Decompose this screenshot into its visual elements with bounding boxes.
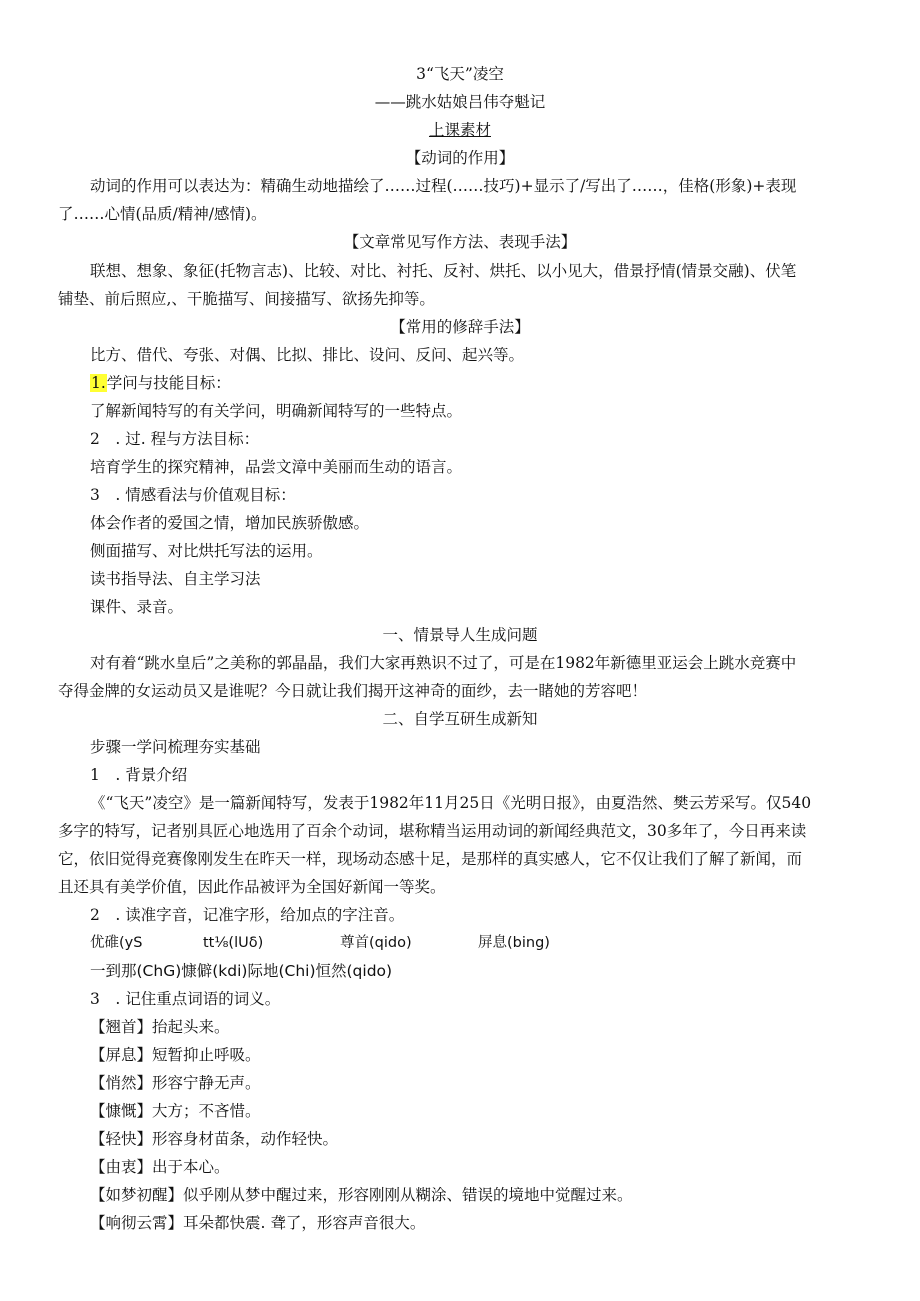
rhetoric-text: 比方、借代、夸张、对偶、比拟、排比、设问、反问、起兴等。 [90, 346, 525, 364]
pronunciation-item: 屏息(bing) [478, 935, 550, 951]
verb-text-line-1: 动词的作用可以表达为：精确生动地描绘了……过程(……技巧)+显示了/写出了……，佳格(形象)+表现 [90, 177, 797, 195]
goal-2-heading: 2 . 过. 程与方法目标： [90, 430, 260, 448]
vocabulary-term: 【响彻云霄】 [90, 1214, 184, 1232]
background-text-line-1: 《“飞天”凌空》是一篇新闻特写，发表于1982年11月25日《光明日报》，由夏浩然、樊云芳采写。仅540 [90, 794, 812, 812]
focus-text: 侧面描写、对比烘托写法的运用。 [90, 542, 323, 560]
vocabulary-definition: 短暂抑止呼吸。 [152, 1046, 261, 1064]
vocabulary-heading: 3 . 记住重点词语的词义。 [90, 990, 281, 1008]
learning-method: 读书指导法、自主学习法 [90, 570, 261, 588]
goal-2-text: 培育学生的探究精神，品尝文漳中美丽而生动的语言。 [90, 458, 463, 476]
pronunciation-heading: 2 . 读准字音，记准字形，给加点的字注音。 [90, 906, 405, 924]
rhetoric-heading: 【常用的修辞手法】 [390, 318, 530, 336]
goal-1-label: 学问与技能目标： [106, 374, 231, 392]
method-text-line-1: 联想、想象、象征(托物言志)、比较、对比、衬托、反衬、烘托、以小见大，借景抒情(情景交融)、伏笔 [90, 262, 797, 280]
vocabulary-entry [90, 1129, 870, 1149]
vocabulary-definition: 大方；不吝惜。 [152, 1102, 261, 1120]
goal-3-heading: 3 . 情感看法与价值观目标： [90, 486, 296, 504]
vocabulary-definition: 耳朵都快震. 聋了，形容声音很大。 [183, 1214, 426, 1232]
goal-1-heading [90, 373, 870, 393]
vocabulary-term: 【悄然】 [90, 1074, 153, 1092]
teaching-tools: 课件、录音。 [90, 598, 184, 616]
method-text-line-2: 铺垫、前后照应,、干脆描写、间接描写、欲扬先抑等。 [58, 290, 435, 308]
vocabulary-entry [90, 1213, 870, 1233]
pronunciation-item: 尊首(qido) [340, 935, 412, 951]
material-heading-text: 上课素材 [428, 121, 491, 139]
pronunciation-item: 优碓(yS [90, 935, 143, 951]
page-subtitle: ——跳水姑娘吕伟夺魁记 [374, 93, 546, 111]
vocabulary-entry [90, 1073, 870, 1093]
section-1-text-line-1: 对有着“跳水皇后”之美称的郭晶晶，我们大家再熟识不过了，可是在1982年新德里亚运会上跳水竞赛中 [90, 654, 797, 672]
vocabulary-term: 【如梦初醒】 [90, 1186, 184, 1204]
vocabulary-definition: 出于本心。 [152, 1158, 230, 1176]
background-text-line-3: 它，依旧觉得竞赛像刚发生在昨天一样，现场动态感十足，是那样的真实感人，它不仅让我们了解了新闻，而 [58, 850, 803, 868]
vocabulary-definition: 抬起头来。 [152, 1018, 230, 1036]
background-text-line-4: 且还具有美学价值，因此作品被评为全国好新闻一等奖。 [58, 878, 446, 896]
goal-3-text: 体会作者的爱国之情，增加民族骄傲感。 [90, 514, 370, 532]
verb-text-line-2: 了……心情(品质/精神/感情)。 [58, 205, 267, 223]
method-heading: 【文章常见写作方法、表现手法】 [343, 233, 577, 251]
page-title: 3“飞天”凌空 [416, 65, 504, 83]
vocabulary-definition: 形容身材苗条，动作轻快。 [152, 1130, 339, 1148]
vocabulary-entry [90, 1185, 870, 1205]
vocabulary-term: 【慷慨】 [90, 1102, 153, 1120]
vocabulary-term: 【由衷】 [90, 1158, 153, 1176]
section-1-heading: 一、情景导人生成问题 [382, 626, 538, 644]
pronunciation-item: tt⅛(lUδ) [203, 935, 264, 951]
vocabulary-definition: 似乎刚从梦中醒过来，形容刚刚从糊涂、错误的境地中觉醒过来。 [183, 1186, 633, 1204]
vocabulary-entry [90, 1157, 870, 1177]
pronunciation-line-2: 一到那(ChG)慷僻(kdi)际地(Chi)恒然(qido) [90, 962, 393, 980]
goal-1-text: 了解新闻特写的有关学问，明确新闻特写的一些特点。 [90, 402, 463, 420]
step-1-heading: 步骤一学问梳理夯实基础 [90, 738, 261, 756]
background-text-line-2: 多字的特写，记者别具匠心地选用了百余个动词，堪称精当运用动词的新闻经典范文，30多年了，今日再来读 [58, 822, 807, 840]
background-heading: 1 . 背景介绍 [90, 766, 188, 784]
material-heading [0, 120, 920, 140]
section-1-text-line-2: 夺得金牌的女运动员又是谁呢？今日就让我们揭开这神奇的面纱，去一睹她的芳容吧！ [58, 682, 648, 700]
vocabulary-term: 【轻快】 [90, 1130, 153, 1148]
vocabulary-term: 【屏息】 [90, 1046, 153, 1064]
verb-heading: 【动词的作用】 [405, 149, 515, 167]
vocabulary-entry [90, 1017, 870, 1037]
vocabulary-definition: 形容宁静无声。 [152, 1074, 261, 1092]
vocabulary-entry [90, 1045, 870, 1065]
goal-1-number: 1. [91, 374, 106, 392]
section-2-heading: 二、自学互研生成新知 [382, 710, 538, 728]
vocabulary-term: 【翘首】 [90, 1018, 153, 1036]
vocabulary-entry [90, 1101, 870, 1121]
